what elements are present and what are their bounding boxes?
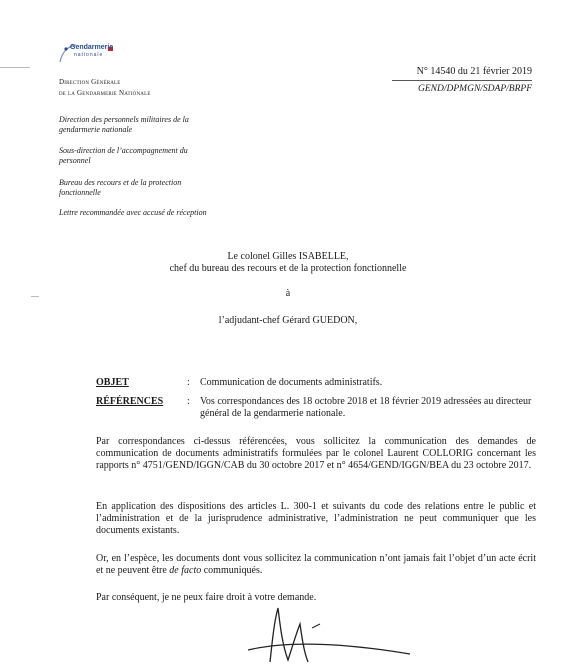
references-colon: : — [187, 396, 190, 407]
body-paragraph-1: Par correspondances ci-dessus référencées, vous sollicitez la communication des demandes de communication de documents administratifs formulées par le colonel Laurent COLLORIG concernant les rapports n° 4751/GEND/IGGN/CAB du 30 octobre 2017 et n° 4654/GEND/IGGN/BEA du 23 octobre 2017. — [96, 436, 536, 471]
sender-line-2: chef du bureau des recours et de la protection fonctionnelle — [169, 263, 407, 274]
side-item-direction: Direction des personnels militaires de la gendarmerie nationale — [59, 115, 189, 134]
logo-name: Gendarmerie — [70, 44, 114, 51]
reference-number: N° 14540 du 21 février 2019 — [416, 66, 532, 77]
direction-line-2: de la Gendarmerie Nationale — [59, 89, 151, 97]
side-item-subdirection: Sous-direction de l’accompagnement du personnel — [59, 146, 188, 165]
references-value: Vos correspondances des 18 octobre 2018 et 18 février 2019 adressées au directeur général de la gendarmerie nationale. — [200, 396, 532, 419]
body-paragraph-3-italic: de facto — [169, 565, 202, 576]
to-word: à — [285, 288, 291, 299]
reference-code: GEND/DPMGN/SDAP/BRPF — [418, 84, 532, 94]
signature — [230, 604, 430, 664]
side-item-bureau: Bureau des recours et de la protection fonctionnelle — [59, 178, 182, 197]
objet-colon: : — [187, 377, 190, 388]
direction-line-1: Direction Générale — [59, 78, 121, 86]
body-paragraph-2: En application des dispositions des articles L. 300-1 et suivants du code des relations entre le public et l’administration et de la jurisprudence administrative, l’administration ne peut communiquer que les documents existants. — [96, 501, 536, 536]
references-label: RÉFÉRENCES — [96, 396, 164, 407]
body-paragraph-4: Par conséquent, je ne peux faire droit à votre demande. — [96, 592, 317, 603]
margin-mark-2 — [31, 296, 39, 297]
body-paragraph-3 — [96, 553, 536, 577]
reference-divider — [392, 80, 532, 81]
logo-subtitle: nationale — [74, 52, 104, 58]
side-item-lettre: Lettre recommandée avec accusé de réception — [59, 208, 207, 217]
body-paragraph-3-end: communiqués. — [201, 565, 263, 576]
sender-line-1: Le colonel Gilles ISABELLE, — [227, 251, 349, 262]
body-paragraph-3-start: Or, en l’espèce, les documents dont vous sollicitez la communication n’ont jamais fait l’objet d’un acte écrit et ne peuvent être — [96, 553, 536, 576]
recipient: l’adjudant-chef Gérard GUEDON, — [218, 315, 358, 326]
objet-value: Communication de documents administratifs. — [200, 377, 383, 388]
objet-label: OBJET — [96, 377, 129, 388]
margin-mark — [0, 67, 30, 68]
